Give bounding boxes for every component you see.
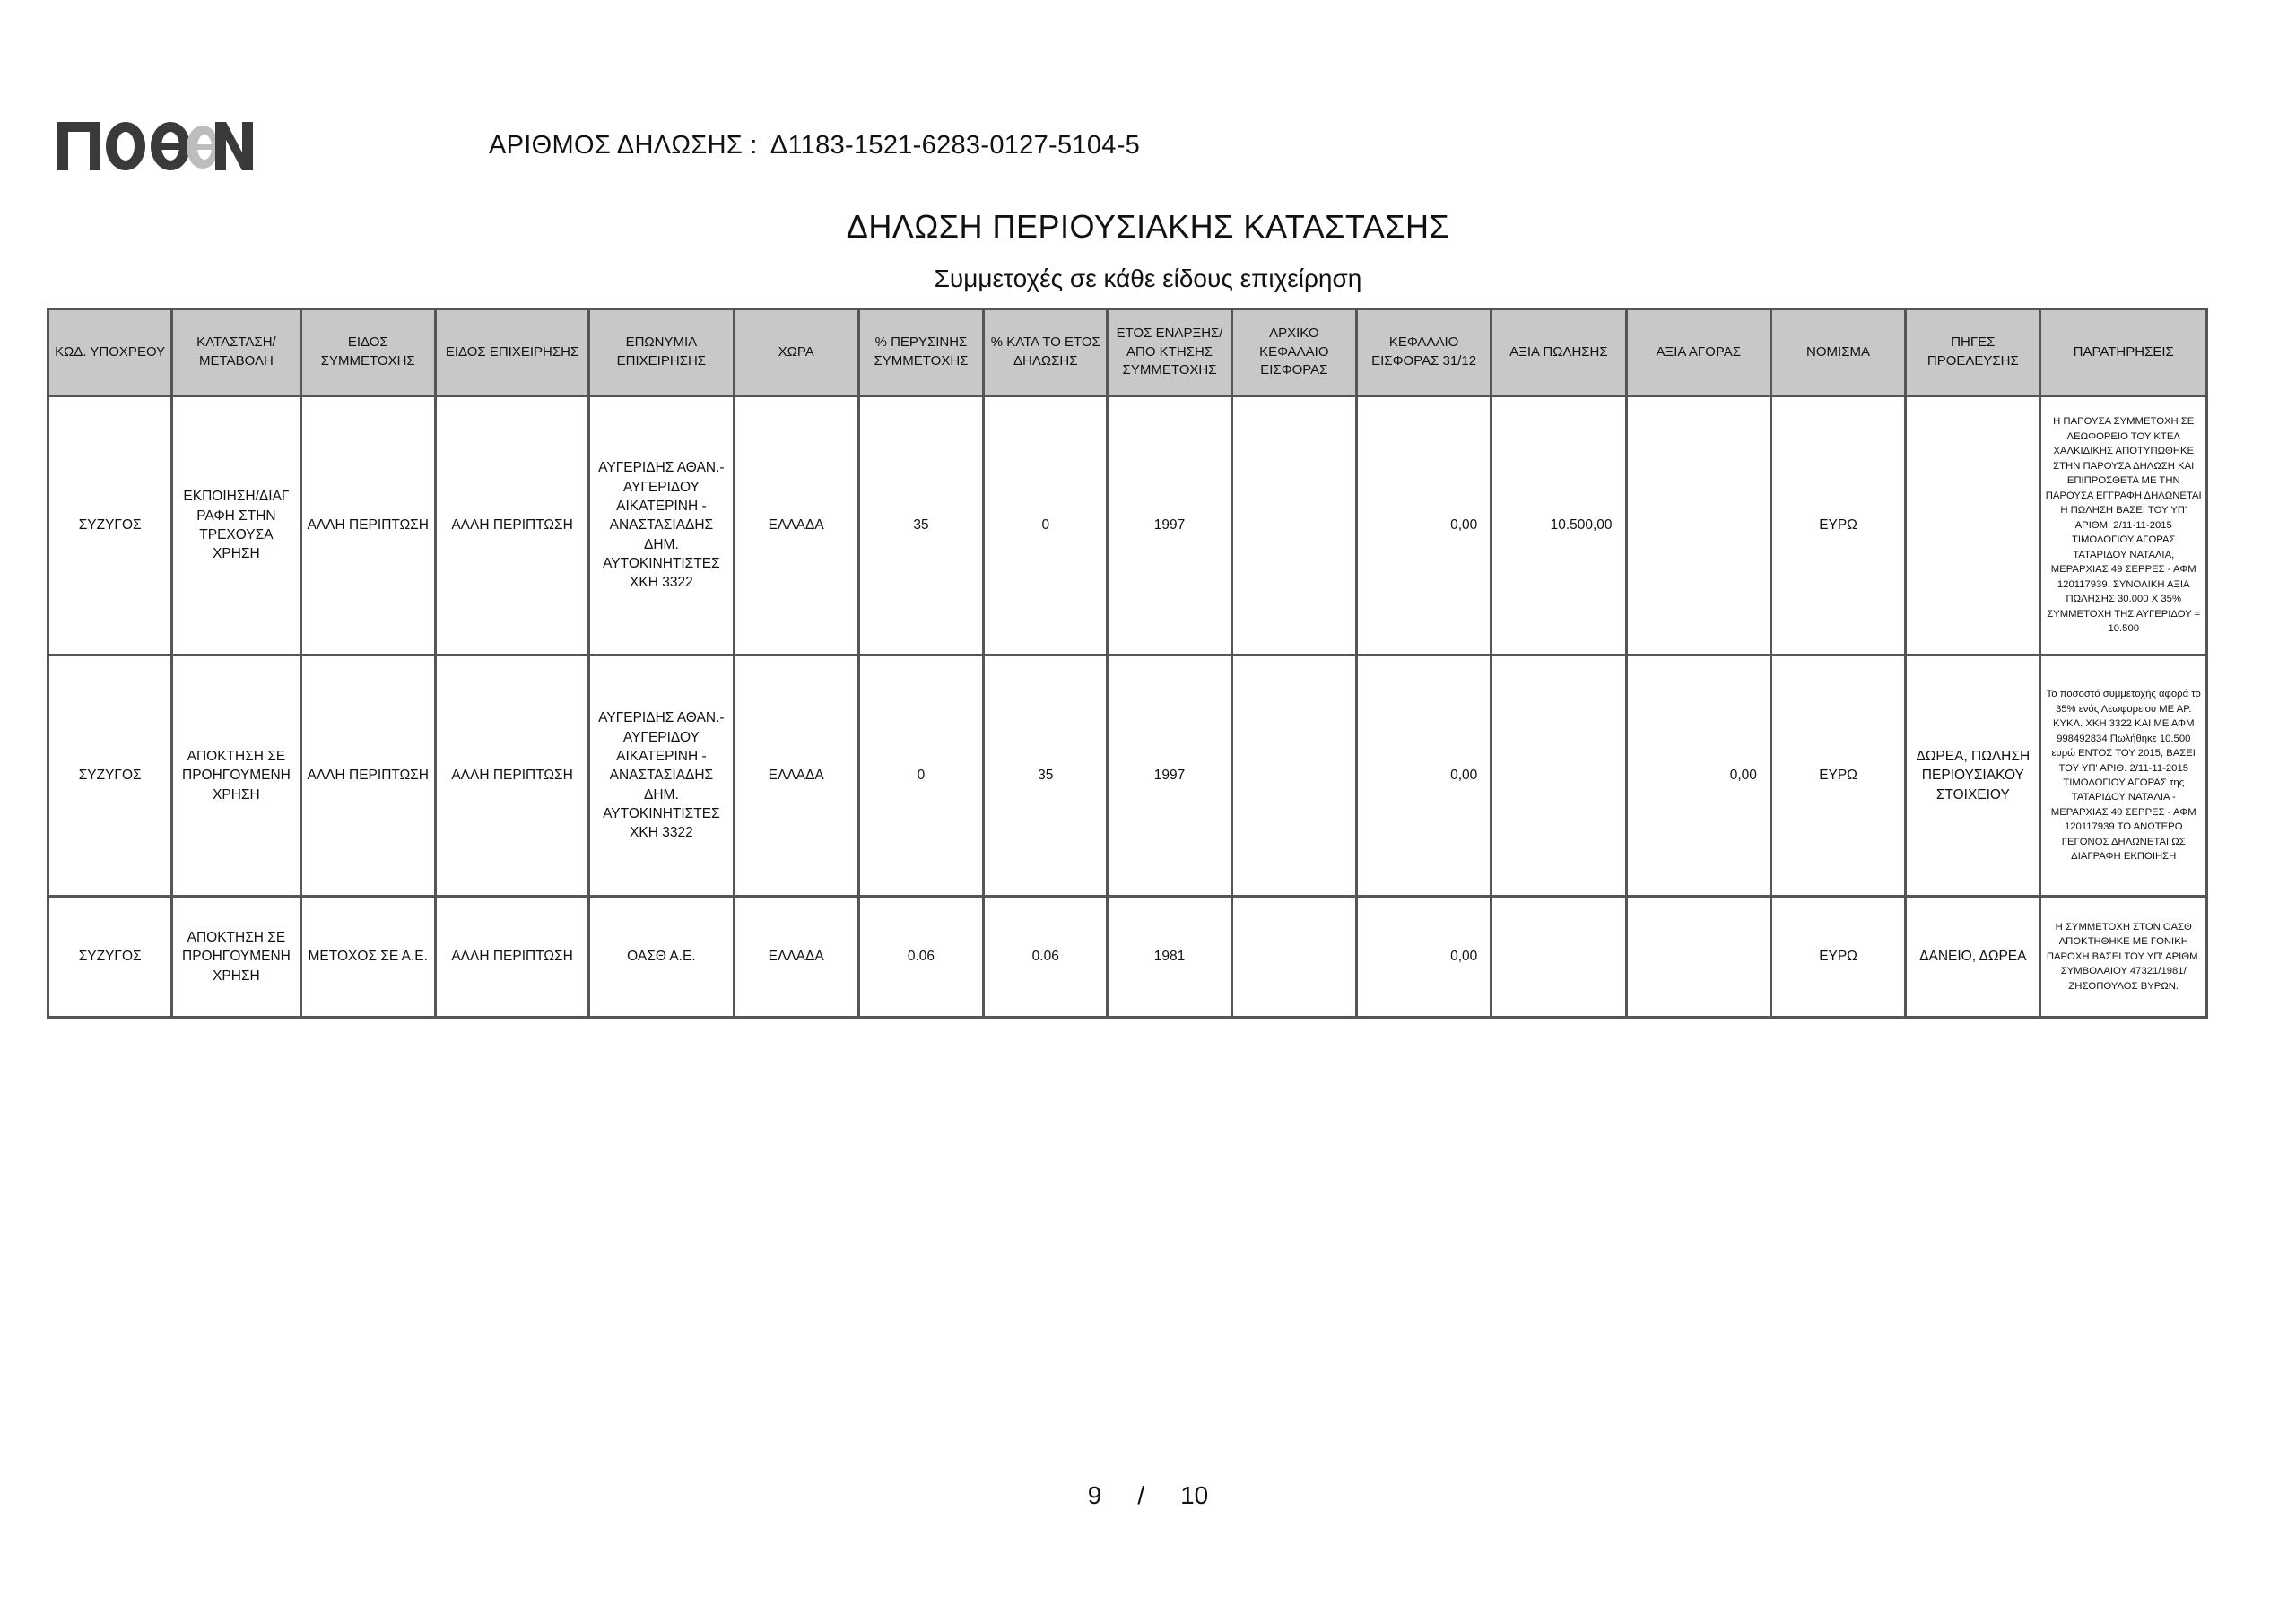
cell-business-type: ΑΛΛΗ ΠΕΡΙΠΤΩΣΗ bbox=[435, 655, 588, 897]
cell-capital-3112: 0,00 bbox=[1356, 396, 1491, 655]
declaration-number: Δ1183-1521-6283-0127-5104-5 bbox=[770, 131, 1141, 160]
col-header-pct-current: % ΚΑΤΑ ΤΟ ΕΤΟΣ ΔΗΛΩΣΗΣ bbox=[984, 309, 1108, 396]
cell-initial-capital bbox=[1231, 897, 1356, 1018]
participations-table bbox=[47, 308, 2208, 1019]
col-header-business-name: ΕΠΩΝΥΜΙΑ ΕΠΙΧΕΙΡΗΣΗΣ bbox=[589, 309, 734, 396]
cell-code: ΣΥΖΥΓΟΣ bbox=[48, 655, 172, 897]
cell-participation-type: ΑΛΛΗ ΠΕΡΙΠΤΩΣΗ bbox=[300, 396, 435, 655]
section-subtitle: Συμμετοχές σε κάθε είδους επιχείρηση bbox=[934, 265, 1362, 292]
cell-notes: Η ΠΑΡΟΥΣΑ ΣΥΜΜΕΤΟΧΗ ΣΕ ΛΕΩΦΟΡΕΙΟ ΤΟΥ ΚΤΕΛ ΧΑΛΚΙΔΙΚΗΣ ΑΠΟΤΥΠΩΘΗΚΕ ΣΤΗΝ ΠΑΡΟΥΣΑ ΔΗΛΩΣΗ ΚΑΙ ΕΠΙΠΡΟΣΘΕΤΑ ΜΕ ΤΗΝ ΠΑΡΟΥΣΑ ΕΓΓΡΑΦΗ ΔΗΛΩΝΕΤΑΙ Η ΠΩΛΗΣΗ ΒΑΣΕΙ ΤΟΥ ΥΠ' ΑΡΙΘΜ. 2/11-11-2015 ΤΙΜΟΛΟΓΙΟΥ ΑΓΟΡΑΣ ΤΑΤΑΡΙΔΟΥ ΝΑΤΑΛΙΑ, ΜΕΡΑΡΧΙΑΣ 49 ΣΕΡΡΕΣ - ΑΦΜ 120117939. ΣΥΝΟΛΙΚΗ ΑΞΙΑ ΠΩΛΗΣΗΣ 30.000 Χ 35% ΣΥΜΜΕΤΟΧΗ ΤΗΣ ΑΥΓΕΡΙΔΟΥ = 10.500 bbox=[2040, 396, 2207, 655]
col-header-year: ΕΤΟΣ ΕΝΑΡΞΗΣ/ΑΠΟ ΚΤΗΣΗΣ ΣΥΜΜΕΤΟΧΗΣ bbox=[1108, 309, 1231, 396]
cell-status: ΕΚΠΟΙΗΣΗ/ΔΙΑΓ ΡΑΦΗ ΣΤΗΝ ΤΡΕΧΟΥΣΑ ΧΡΗΣΗ bbox=[172, 396, 300, 655]
cell-country: ΕΛΛΑΔΑ bbox=[734, 655, 858, 897]
cell-pct-current: 0.06 bbox=[984, 897, 1108, 1018]
cell-pct-current: 0 bbox=[984, 396, 1108, 655]
cell-business-name: ΟΑΣΘ Α.Ε. bbox=[589, 897, 734, 1018]
col-header-initial-capital: ΑΡΧΙΚΟ ΚΕΦΑΛΑΙΟ ΕΙΣΦΟΡΑΣ bbox=[1231, 309, 1356, 396]
cell-business-name: ΑΥΓΕΡΙΔΗΣ ΑΘΑΝ.-ΑΥΓΕΡΙΔΟΥ ΑΙΚΑΤΕΡΙΝΗ - ΑΝΑΣΤΑΣΙΑΔΗΣ ΔΗΜ. ΑΥΤΟΚΙΝΗΤΙΣΤΕΣ ΧΚΗ 3322 bbox=[589, 396, 734, 655]
cell-pct-previous: 35 bbox=[858, 396, 983, 655]
table-row bbox=[48, 655, 2207, 897]
col-header-code: ΚΩΔ. ΥΠΟΧΡΕΟΥ bbox=[48, 309, 172, 396]
cell-capital-3112: 0,00 bbox=[1356, 655, 1491, 897]
cell-pct-previous: 0 bbox=[858, 655, 983, 897]
page-separator: / bbox=[1137, 1481, 1145, 1509]
col-header-currency: ΝΟΜΙΣΜΑ bbox=[1770, 309, 1905, 396]
cell-purchase-value bbox=[1626, 897, 1770, 1018]
col-header-sale-value: ΑΞΙΑ ΠΩΛΗΣΗΣ bbox=[1492, 309, 1626, 396]
cell-year: 1997 bbox=[1108, 655, 1231, 897]
table-header-row bbox=[48, 309, 2207, 396]
cell-sources: ΔΩΡΕΑ, ΠΩΛΗΣΗ ΠΕΡΙΟΥΣΙΑΚΟΥ ΣΤΟΙΧΕΙΟΥ bbox=[1906, 655, 2040, 897]
cell-notes: Η ΣΥΜΜΕΤΟΧΗ ΣΤΟΝ ΟΑΣΘ ΑΠΟΚΤΗΘΗΚΕ ΜΕ ΓΟΝΙΚΗ ΠΑΡΟΧΗ ΒΑΣΕΙ ΤΟΥ ΥΠ' ΑΡΙΘΜ. ΣΥΜΒΟΛΑΙΟΥ 47321/1981/ΖΗΣΟΠΟΥΛΟΣ ΒΥΡΩΝ. bbox=[2040, 897, 2207, 1018]
current-page-number: 9 bbox=[1087, 1481, 1102, 1509]
declaration-label: ΑΡΙΘΜΟΣ ΔΗΛΩΣΗΣ : bbox=[489, 131, 758, 160]
declaration-number-line bbox=[489, 131, 1140, 161]
col-header-sources: ΠΗΓΕΣ ΠΡΟΕΛΕΥΣΗΣ bbox=[1906, 309, 2040, 396]
cell-notes: Το ποσοστό συμμετοχής αφορά το 35% ενός Λεωφορείου ΜΕ ΑΡ. ΚΥΚΛ. ΧΚΗ 3322 ΚΑΙ ΜΕ ΑΦΜ 998492834 Πωλήθηκε 10.500 ευρώ ΕΝΤΟΣ ΤΟΥ 2015, ΒΑΣΕΙ ΤΟΥ ΥΠ' ΑΡΙΘ. 2/11-11-2015 ΤΙΜΟΛΟΓΙΟΥ ΑΓΟΡΑΣ της ΤΑΤΑΡΙΔΟΥ ΝΑΤΑΛΙΑ - ΜΕΡΑΡΧΙΑΣ 49 ΣΕΡΡΕΣ - ΑΦΜ 120117939 ΤΟ ΑΝΩΤΕΡΟ ΓΕΓΟΝΟΣ ΔΗΛΩΝΕΤΑΙ ΩΣ ΔΙΑΓΡΑΦΗ ΕΚΠΟΙΗΣΗ bbox=[2040, 655, 2207, 897]
cell-year: 1981 bbox=[1108, 897, 1231, 1018]
page-indicator bbox=[0, 1481, 2296, 1510]
cell-initial-capital bbox=[1231, 655, 1356, 897]
cell-business-name: ΑΥΓΕΡΙΔΗΣ ΑΘΑΝ.-ΑΥΓΕΡΙΔΟΥ ΑΙΚΑΤΕΡΙΝΗ - ΑΝΑΣΤΑΣΙΑΔΗΣ ΔΗΜ. ΑΥΤΟΚΙΝΗΤΙΣΤΕΣ ΧΚΗ 3322 bbox=[589, 655, 734, 897]
cell-sale-value bbox=[1492, 897, 1626, 1018]
cell-currency: ΕΥΡΩ bbox=[1770, 897, 1905, 1018]
cell-code: ΣΥΖΥΓΟΣ bbox=[48, 396, 172, 655]
cell-status: ΑΠΟΚΤΗΣΗ ΣΕ ΠΡΟΗΓΟΥΜΕΝΗ ΧΡΗΣΗ bbox=[172, 655, 300, 897]
pothen-logo bbox=[54, 117, 256, 176]
col-header-status: ΚΑΤΑΣΤΑΣΗ/ ΜΕΤΑΒΟΛΗ bbox=[172, 309, 300, 396]
cell-country: ΕΛΛΑΔΑ bbox=[734, 396, 858, 655]
table-row bbox=[48, 897, 2207, 1018]
cell-participation-type: ΜΕΤΟΧΟΣ ΣΕ Α.Ε. bbox=[300, 897, 435, 1018]
page-title: ΔΗΛΩΣΗ ΠΕΡΙΟΥΣΙΑΚΗΣ ΚΑΤΑΣΤΑΣΗΣ bbox=[846, 208, 1450, 245]
col-header-purchase-value: ΑΞΙΑ ΑΓΟΡΑΣ bbox=[1626, 309, 1770, 396]
cell-business-type: ΑΛΛΗ ΠΕΡΙΠΤΩΣΗ bbox=[435, 396, 588, 655]
cell-status: ΑΠΟΚΤΗΣΗ ΣΕ ΠΡΟΗΓΟΥΜΕΝΗ ΧΡΗΣΗ bbox=[172, 897, 300, 1018]
col-header-country: ΧΩΡΑ bbox=[734, 309, 858, 396]
cell-purchase-value: 0,00 bbox=[1626, 655, 1770, 897]
cell-sale-value bbox=[1492, 655, 1626, 897]
cell-currency: ΕΥΡΩ bbox=[1770, 396, 1905, 655]
cell-code: ΣΥΖΥΓΟΣ bbox=[48, 897, 172, 1018]
col-header-business-type: ΕΙΔΟΣ ΕΠΙΧΕΙΡΗΣΗΣ bbox=[435, 309, 588, 396]
cell-participation-type: ΑΛΛΗ ΠΕΡΙΠΤΩΣΗ bbox=[300, 655, 435, 897]
total-pages-number: 10 bbox=[1180, 1481, 1209, 1509]
col-header-participation-type: ΕΙΔΟΣ ΣΥΜΜΕΤΟΧΗΣ bbox=[300, 309, 435, 396]
col-header-capital-3112: ΚΕΦΑΛΑΙΟ ΕΙΣΦΟΡΑΣ 31/12 bbox=[1356, 309, 1491, 396]
cell-currency: ΕΥΡΩ bbox=[1770, 655, 1905, 897]
col-header-pct-previous: % ΠΕΡΥΣΙΝΗΣ ΣΥΜΜΕΤΟΧΗΣ bbox=[858, 309, 983, 396]
cell-purchase-value bbox=[1626, 396, 1770, 655]
cell-pct-current: 35 bbox=[984, 655, 1108, 897]
cell-pct-previous: 0.06 bbox=[858, 897, 983, 1018]
cell-sale-value: 10.500,00 bbox=[1492, 396, 1626, 655]
cell-capital-3112: 0,00 bbox=[1356, 897, 1491, 1018]
cell-sources: ΔΑΝΕΙΟ, ΔΩΡΕΑ bbox=[1906, 897, 2040, 1018]
cell-initial-capital bbox=[1231, 396, 1356, 655]
cell-year: 1997 bbox=[1108, 396, 1231, 655]
cell-country: ΕΛΛΑΔΑ bbox=[734, 897, 858, 1018]
cell-sources bbox=[1906, 396, 2040, 655]
cell-business-type: ΑΛΛΗ ΠΕΡΙΠΤΩΣΗ bbox=[435, 897, 588, 1018]
table-row bbox=[48, 396, 2207, 655]
col-header-notes: ΠΑΡΑΤΗΡΗΣΕΙΣ bbox=[2040, 309, 2207, 396]
